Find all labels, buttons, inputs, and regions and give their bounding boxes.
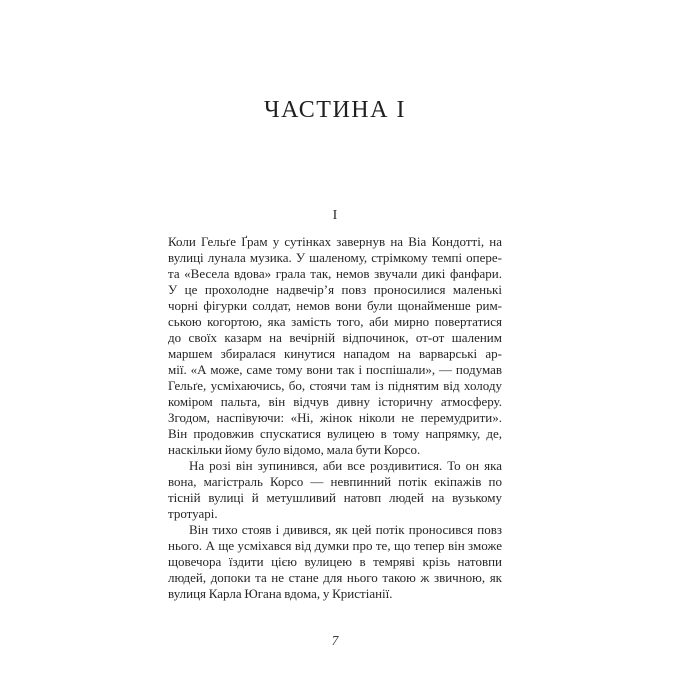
text-line: Він тихо стояв і дивився, як цей потік проносився повз	[189, 522, 502, 537]
part-title: ЧАСТИНА I	[264, 97, 406, 123]
chapter-number: I	[332, 208, 338, 223]
text-line: Гельґе, усміхаючись, бо, стоячи там із піднятим від холоду	[168, 378, 502, 393]
text-line: чорні фігурки солдат, немов вони були щонайменше рим-	[168, 298, 502, 313]
text-line: У це прохолодне надвечір’я повз проносилися маленькі	[168, 282, 502, 297]
text-line: нього. А ще усміхався від думки про те, що тепер він зможе	[168, 538, 502, 553]
text-line: вулиці лунала музика. У шаленому, стрімкому темпі опере-	[168, 250, 502, 265]
text-line: На розі він зупинився, аби все роздивитися. То он яка	[189, 458, 502, 473]
body-text	[168, 234, 502, 602]
text-line: ською когортою, яка замість того, аби мирно повертатися	[168, 314, 502, 329]
paragraph	[168, 458, 502, 522]
text-line: вулиця Карла Югана вдома, у Кристіанії.	[168, 586, 393, 601]
paragraph	[168, 234, 502, 458]
text-line: до своїх казарм на вечірній відпочинок, от-от шаленим	[168, 330, 502, 345]
text-line: мії. «А може, саме тому вони так і поспішали», — подумав	[168, 362, 502, 377]
text-line: тротуарі.	[168, 506, 218, 521]
text-line: коміром пальта, він відчув дивну історичну атмосферу.	[168, 394, 502, 409]
text-line: щовечора їздити цією вулицею в темряві крізь натовпи	[168, 554, 502, 569]
text-line: вона, магістраль Корсо — невпинний потік екіпажів по	[168, 474, 502, 489]
text-line: Коли Гельґе Ґрам у сутінках завернув на Віа Кондотті, на	[168, 234, 502, 249]
text-line: наскільки йому було відомо, мала бути Корсо.	[168, 442, 421, 457]
paragraph	[168, 522, 502, 602]
text-line: та «Весела вдова» грала так, немов звучали дикі фанфари.	[168, 266, 502, 281]
text-line: Згодом, наспівуючи: «Ні, жінок ніколи не перемудрити».	[168, 410, 502, 425]
text-line: маршем збиралася кинутися нападом на варварські ар-	[168, 346, 502, 361]
text-line: Він продовжив спускатися вулицею в тому напрямку, де,	[168, 426, 502, 441]
page-number: 7	[331, 633, 339, 648]
text-line: людей, допоки та не стане для нього такою ж звичною, як	[168, 570, 502, 585]
text-line: тісній вулиці й метушливий натовп людей на вузькому	[168, 490, 502, 505]
